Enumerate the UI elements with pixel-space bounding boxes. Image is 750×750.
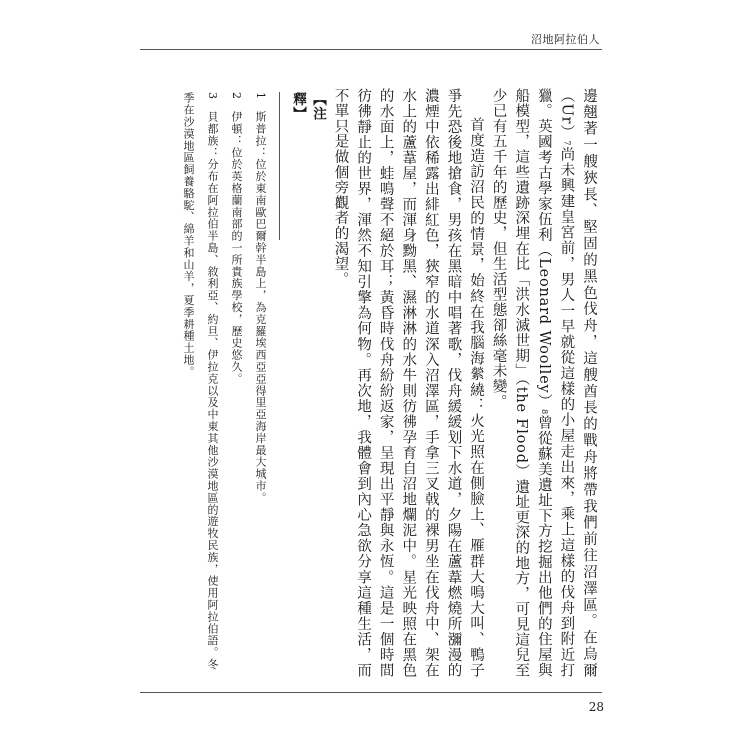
paragraph-1 bbox=[487, 88, 600, 678]
note-text: 貝都族：分布在阿拉伯半島、敘利亞、約旦、伊拉克以及中東其他沙漠地區的遊牧民族，使用阿拉伯語。冬季在沙漠地區飼養駱駝、綿羊和山羊，夏季耕種土地。 bbox=[182, 92, 219, 671]
paragraph-1-part-c: 曾從蘇美遺址下方挖掘出他們的住屋與船模型，這些遺跡深埋在比「洪水滅世期」（the Flood）遺址更深的地方，可見這兒至少已有五千年的歷史，但生活型態卻絲毫未變。 bbox=[490, 88, 552, 678]
paragraph-1-part-a: 邊翹著一艘狹長、堅固的黑色伐舟，這艘酋長的戰舟將帶我們前往沼澤區。在烏爾（Ur） bbox=[558, 88, 597, 678]
note-number: 3 bbox=[206, 92, 219, 99]
notes-list bbox=[182, 92, 272, 672]
paragraph-1-part-b: 尚未興建皇宮前，男人一早就從這樣的小屋走出來，乘上這樣的伐舟到附近打獵。英國考古學家伍利（Leonard Woolley） bbox=[535, 88, 575, 678]
note-item-3 bbox=[176, 92, 224, 672]
note-text: 斯普拉：位於東南歐巴爾幹半島上，為克羅埃西亞亞得里亞海岸最大城市。 bbox=[254, 110, 267, 504]
note-text: 伊頓：位於英格蘭南部的一所貴族學校，歷史悠久。 bbox=[230, 110, 243, 385]
note-number: 1 bbox=[254, 92, 267, 99]
note-ref-7: 7 bbox=[562, 140, 572, 147]
paragraph-2: 首度造訪沼民的情景，始終在我腦海縈繞：火光照在側臉上、雁群大鳴大叫、鴨子爭先恐後地搶食，男孩在黑暗中唱著歌，伐舟緩緩划下水道，夕陽在蘆葦燃燒所瀰漫的濃煙中依稀露出緋紅色，狹窄的水道深入沼澤區，手拿三叉戟的裸男坐在伐舟中、架在水上的蘆葦屋，而渾身黝黑、濕淋淋的水牛則彷彿孕育自沼地爛泥中。星光映照在黑色的水面上，蛙鳴聲不絕於耳；黃昏時伐舟紛紛返家，呈現出平靜與永恆。這是一個時間彷彿靜止的世界，渾然不知引擎為何物。再次地，我體會到內心急欲分享這種生活，而不單只是做個旁觀者的渴望。 bbox=[332, 88, 485, 678]
notes-heading bbox=[288, 92, 326, 138]
header-rule bbox=[140, 49, 602, 50]
note-number: 2 bbox=[230, 92, 243, 99]
running-head-title: 沼地阿拉伯人 bbox=[531, 33, 600, 46]
note-item-2 bbox=[224, 92, 248, 672]
note-item-1 bbox=[248, 92, 272, 672]
notes-divider bbox=[279, 92, 280, 240]
notes-title: 【注釋】 bbox=[290, 92, 326, 121]
footer-rule bbox=[140, 692, 602, 693]
note-ref-8: 8 bbox=[539, 409, 549, 416]
main-text bbox=[332, 88, 600, 678]
page-number: 28 bbox=[588, 700, 604, 714]
